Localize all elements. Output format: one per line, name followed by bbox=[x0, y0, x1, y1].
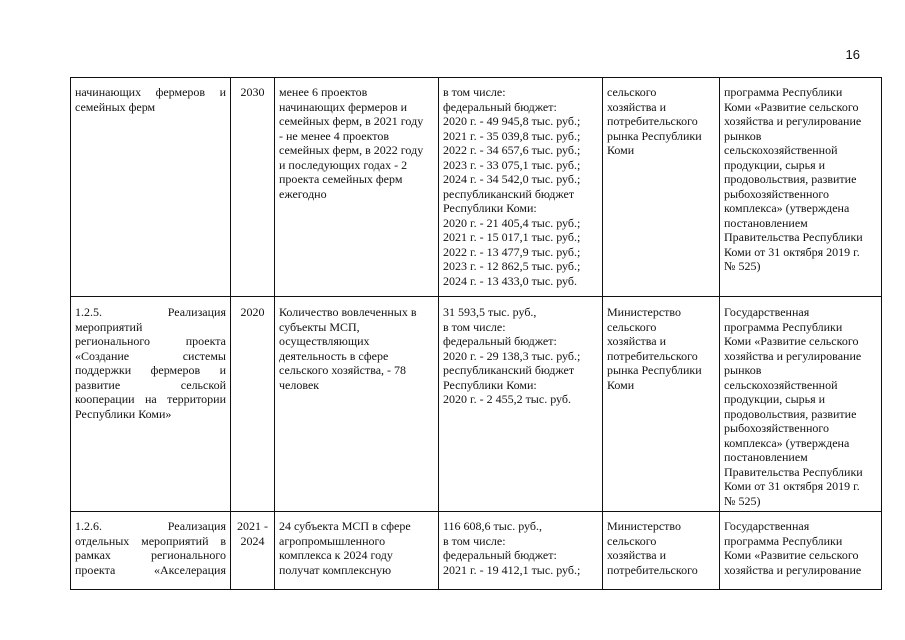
cell-line: развитие сельской bbox=[75, 377, 226, 392]
cell-line: комплекса» (утверждена bbox=[724, 201, 850, 215]
cell-line: 2023 г. - 12 862,5 тыс. руб.; bbox=[443, 259, 581, 273]
cell-line: комплекса» (утверждена bbox=[724, 435, 850, 450]
cell-line: человек bbox=[279, 377, 320, 392]
cell-line: сельского хозяйства, - 78 bbox=[279, 363, 407, 377]
cell-line: в том числе: bbox=[443, 85, 506, 99]
cell-line: хозяйства и регулирование bbox=[724, 114, 862, 128]
table-row bbox=[71, 297, 882, 512]
cell-line: 1.2.6. Реализация bbox=[75, 519, 226, 533]
cell-line: сельскохозяйственной bbox=[724, 377, 838, 392]
cell-line: сельского bbox=[607, 533, 657, 548]
cell-line: поддержки фермеров и bbox=[75, 363, 226, 377]
cell-line: продукции, сырья и bbox=[724, 392, 826, 406]
cell-line: в том числе: bbox=[443, 319, 506, 334]
executor-cell bbox=[603, 297, 720, 512]
cell-line: сельского bbox=[607, 85, 657, 99]
cell-line: федеральный бюджет: bbox=[443, 334, 557, 348]
cell-line: 2021 г. - 19 412,1 тыс. руб.; bbox=[443, 562, 581, 577]
cell-line: Коми от 31 октября 2019 г. bbox=[724, 479, 860, 493]
cell-line: потребительского bbox=[607, 562, 698, 577]
cell-line: Республики Коми» bbox=[75, 406, 172, 421]
cell-line: 2021 г. - 35 039,8 тыс. руб.; bbox=[443, 128, 581, 143]
cell-line: 2022 г. - 34 657,6 тыс. руб.; bbox=[443, 143, 581, 157]
cell-line: потребительского bbox=[607, 114, 698, 128]
cell-line: рыбохозяйственного bbox=[724, 421, 830, 435]
cell-line: менее 6 проектов bbox=[279, 85, 368, 99]
cell-line: кооперации на территории bbox=[75, 392, 226, 406]
year-cell bbox=[231, 512, 275, 590]
cell-line: Количество вовлеченных в bbox=[279, 305, 417, 319]
cell-line: рынка Республики bbox=[607, 363, 702, 377]
cell-line: потребительского bbox=[607, 348, 698, 363]
cell-line: Коми bbox=[607, 377, 635, 392]
cell-line: регионального проекта bbox=[75, 334, 226, 348]
cell-line: постановлением bbox=[724, 215, 808, 230]
cell-line: программа Республики bbox=[724, 85, 843, 99]
cell-line: рынков bbox=[724, 363, 762, 377]
cell-line: семейных ферм bbox=[75, 99, 156, 114]
cell-line: Правительства Республики bbox=[724, 230, 863, 244]
cell-line: Министерство bbox=[607, 305, 681, 319]
cell-line: 2020 bbox=[240, 305, 265, 319]
cell-line: сельскохозяйственной bbox=[724, 143, 838, 157]
cell-line: субъекты МСП, bbox=[279, 319, 360, 334]
year-cell bbox=[231, 297, 275, 512]
cell-line: комплекса к 2024 году bbox=[279, 548, 393, 562]
cell-line: 2024 г. - 13 433,0 тыс. руб. bbox=[443, 273, 577, 288]
cell-line: проекта семейных ферм bbox=[279, 172, 403, 186]
cell-line: Государственная bbox=[724, 519, 810, 533]
cell-line: и последующих годах - 2 bbox=[279, 157, 408, 172]
cell-line: отдельных мероприятий в bbox=[75, 533, 226, 548]
cell-line: 2020 г. - 21 405,4 тыс. руб.; bbox=[443, 215, 581, 230]
program-cell bbox=[720, 78, 882, 297]
executor-cell bbox=[603, 78, 720, 297]
cell-line: постановлением bbox=[724, 450, 808, 464]
page-number: 16 bbox=[845, 47, 860, 62]
table-row bbox=[71, 78, 882, 297]
cell-line: № 525) bbox=[724, 259, 761, 273]
executor-cell bbox=[603, 512, 720, 590]
cell-line: «Создание системы bbox=[75, 348, 226, 363]
cell-line: 2020 г. - 29 138,3 тыс. руб.; bbox=[443, 348, 581, 363]
cell-line: Коми «Развитие сельского bbox=[724, 334, 859, 348]
cell-line: Государственная bbox=[724, 305, 810, 319]
cell-line: рамках регионального bbox=[75, 548, 226, 562]
cell-line: продукции, сырья и bbox=[724, 157, 826, 172]
cell-line: проекта «Акселерация bbox=[75, 562, 226, 577]
cell-line: хозяйства и регулирование bbox=[724, 348, 862, 363]
indicator-cell bbox=[275, 512, 439, 590]
cell-line: Коми bbox=[607, 143, 635, 157]
cell-line: агропромышленного bbox=[279, 533, 386, 548]
measure-name-cell bbox=[71, 297, 231, 512]
cell-line: 2021 - bbox=[237, 519, 268, 533]
cell-line: федеральный бюджет: bbox=[443, 548, 557, 562]
cell-line: 2030 bbox=[240, 85, 265, 99]
cell-line: в том числе: bbox=[443, 533, 506, 548]
program-cell bbox=[720, 297, 882, 512]
cell-line: получат комплексную bbox=[279, 562, 392, 577]
cell-line: республиканский бюджет bbox=[443, 363, 575, 377]
cell-line: 116 608,6 тыс. руб., bbox=[443, 519, 542, 533]
indicator-cell bbox=[275, 297, 439, 512]
cell-line: семейных ферм, в 2022 году bbox=[279, 143, 424, 157]
cell-line: осуществляющих bbox=[279, 334, 370, 348]
cell-line: хозяйства и bbox=[607, 548, 667, 562]
measure-name-cell bbox=[71, 78, 231, 297]
funding-cell bbox=[439, 78, 603, 297]
cell-line: рынков bbox=[724, 128, 762, 143]
indicator-cell bbox=[275, 78, 439, 297]
cell-line: мероприятий bbox=[75, 319, 143, 334]
cell-line: ежегодно bbox=[279, 186, 327, 201]
cell-line: сельского bbox=[607, 319, 657, 334]
cell-line: 2022 г. - 13 477,9 тыс. руб.; bbox=[443, 244, 581, 259]
cell-line: Коми «Развитие сельского bbox=[724, 99, 859, 114]
cell-line: 24 субъекта МСП в сфере bbox=[279, 519, 411, 533]
cell-line: рыбохозяйственного bbox=[724, 186, 830, 201]
measures-table bbox=[70, 77, 882, 590]
cell-line: 2020 г. - 2 455,2 тыс. руб. bbox=[443, 392, 571, 406]
table-row bbox=[71, 512, 882, 590]
cell-line: 31 593,5 тыс. руб., bbox=[443, 305, 537, 319]
cell-line: республиканский бюджет bbox=[443, 186, 575, 201]
cell-line: Коми от 31 октября 2019 г. bbox=[724, 244, 860, 259]
cell-line: начинающих фермеров и bbox=[279, 99, 408, 114]
cell-line: деятельность в сфере bbox=[279, 348, 389, 363]
cell-line: продовольствия, развитие bbox=[724, 172, 857, 186]
cell-line: программа Республики bbox=[724, 533, 843, 548]
funding-cell bbox=[439, 297, 603, 512]
cell-line: хозяйства и регулирование bbox=[724, 562, 862, 577]
cell-line: - не менее 4 проектов bbox=[279, 128, 390, 143]
cell-line: хозяйства и bbox=[607, 334, 667, 348]
cell-line: Республики Коми: bbox=[443, 201, 537, 215]
cell-line: Коми «Развитие сельского bbox=[724, 548, 859, 562]
cell-line: 2024 г. - 34 542,0 тыс. руб.; bbox=[443, 172, 581, 186]
program-cell bbox=[720, 512, 882, 590]
cell-line: рынка Республики bbox=[607, 128, 702, 143]
cell-line: Республики Коми: bbox=[443, 377, 537, 392]
cell-line: продовольствия, развитие bbox=[724, 406, 857, 421]
cell-line: начинающих фермеров и bbox=[75, 85, 226, 99]
cell-line: программа Республики bbox=[724, 319, 843, 334]
cell-line: 2023 г. - 33 075,1 тыс. руб.; bbox=[443, 157, 581, 172]
cell-line: 2024 bbox=[240, 533, 265, 548]
measure-name-cell bbox=[71, 512, 231, 590]
cell-line: Министерство bbox=[607, 519, 681, 533]
cell-line: 2021 г. - 15 017,1 тыс. руб.; bbox=[443, 230, 581, 244]
cell-line: 2020 г. - 49 945,8 тыс. руб.; bbox=[443, 114, 581, 128]
cell-line: Правительства Республики bbox=[724, 464, 863, 479]
funding-cell bbox=[439, 512, 603, 590]
cell-line: 1.2.5. Реализация bbox=[75, 305, 226, 319]
year-cell bbox=[231, 78, 275, 297]
cell-line: № 525) bbox=[724, 493, 761, 508]
cell-line: хозяйства и bbox=[607, 99, 667, 114]
cell-line: семейных ферм, в 2021 году bbox=[279, 114, 424, 128]
cell-line: федеральный бюджет: bbox=[443, 99, 557, 114]
